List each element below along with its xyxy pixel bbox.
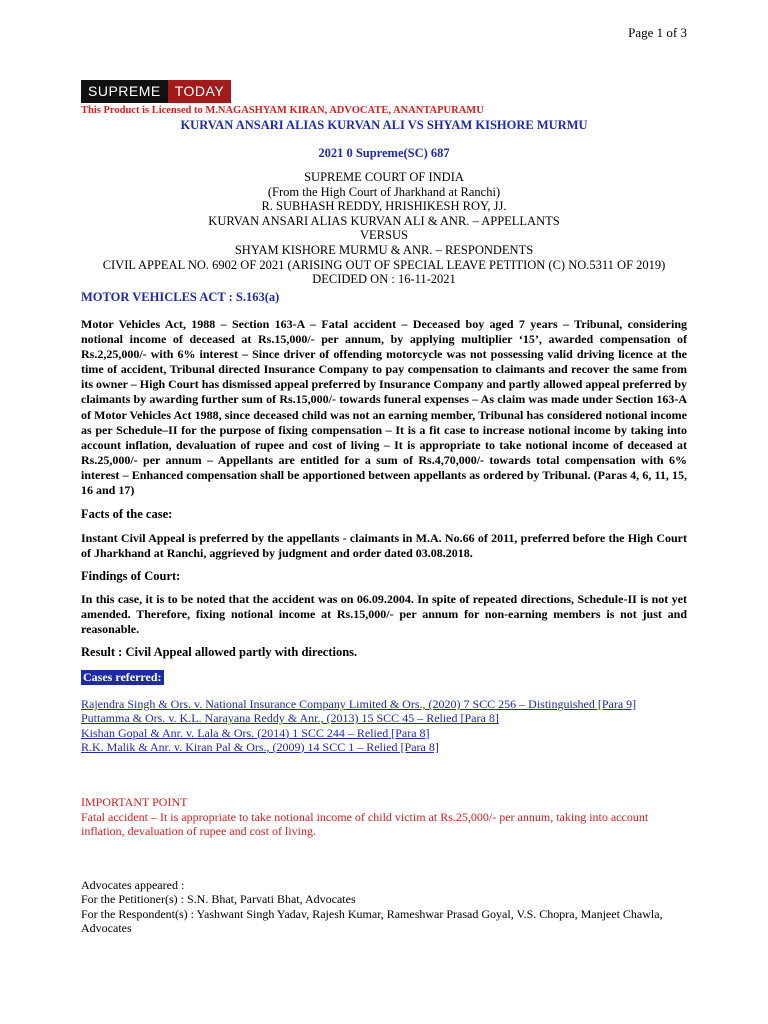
important-text: Fatal accident – It is appropriate to take notional income of child victim at Rs.25,000/- per annum, taking into account inflation, devaluation of rupee and cost of living. bbox=[81, 809, 649, 839]
respondent-advocates: For the Respondent(s) : Yashwant Singh Yadav, Rajesh Kumar, Rameshwar Prasad Goyal, V.S. Chopra, Manjeet Chawla, Advocates bbox=[81, 906, 663, 935]
logo-part-today: TODAY bbox=[168, 80, 231, 103]
versus: VERSUS bbox=[360, 228, 408, 243]
findings-text: In this case, it is to be noted that the accident was on 06.09.2004. In spite of repeated directions, Schedule-II is not yet amended. Therefore, fixing notional income at Rs.15,000/- per annum for non-earning members is not just and reasonable. bbox=[81, 592, 687, 637]
appellants: KURVAN ANSARI ALIAS KURVAN ALI & ANR. – APPELLANTS bbox=[208, 213, 560, 228]
important-label: IMPORTANT POINT bbox=[81, 795, 188, 809]
result: Result : Civil Appeal allowed partly with directions. bbox=[81, 645, 358, 659]
case-link[interactable]: R.K. Malik & Anr. v. Kiran Pal & Ors., (2009) 14 SCC 1 – Relied [Para 8] bbox=[81, 739, 439, 754]
court-name: SUPREME COURT OF INDIA bbox=[304, 170, 464, 184]
appeal-number: CIVIL APPEAL NO. 6902 OF 2021 (ARISING OUT OF SPECIAL LEAVE PETITION (C) NO.5311 OF 2019) bbox=[102, 257, 666, 272]
page-number: Page 1 of 3 bbox=[628, 25, 687, 40]
respondents: SHYAM KISHORE MURMU & ANR. – RESPONDENTS bbox=[234, 242, 534, 257]
petitioner-advocates: For the Petitioner(s) : S.N. Bhat, Parvati Bhat, Advocates bbox=[81, 892, 356, 907]
section-heading: MOTOR VEHICLES ACT : S.163(a) bbox=[81, 290, 280, 304]
license-notice: This Product is Licensed to M.NAGASHYAM KIRAN, ADVOCATE, ANANTAPURAMU bbox=[81, 105, 484, 116]
court-details bbox=[0, 170, 768, 287]
logo-part-supreme: SUPREME bbox=[81, 80, 168, 103]
case-title: KURVAN ANSARI ALIAS KURVAN ALI VS SHYAM KISHORE MURMU bbox=[180, 118, 588, 132]
headnote: Motor Vehicles Act, 1988 – Section 163-A – Fatal accident – Deceased boy aged 7 years – Tribunal, considering notional income of deceased at Rs.15,000/- per annum, by applying multiplier ‘15’, awarded compensation of Rs.2,25,000/- with 6% interest – Since driver of offending motorcycle was not possessing valid driving licence at the time of accident, Tribunal directed Insurance Company to pay compensation to claimants and recover the same from its owner – High Court has dismissed appeal preferred by Insurance Company and partly allowed appeal preferred by claimants by awarding further sum of Rs.15,000/- towards funeral expenses – As claim was made under Section 163-A of Motor Vehicles Act 1988, since deceased child was not an earning member, Tribunal has considered notional income as per Schedule–II for the purpose of fixing compensation – It is a fit case to increase notional income by taking into account inflation, devaluation of rupee and cost of living – It is appropriate to take notional income of deceased at Rs.25,000/- per annum – Appellants are entitled for a sum of Rs.4,70,000/- towards total compensation with 6% interest – Enhanced compensation shall be apportioned between appellants as ordered by Tribunal. (Paras 4, 6, 11, 15, 16 and 17) bbox=[81, 317, 687, 498]
cases-referred-label: Cases referred: bbox=[83, 670, 162, 684]
supreme-today-logo bbox=[81, 80, 231, 103]
findings-label: Findings of Court: bbox=[81, 569, 181, 583]
facts-text: Instant Civil Appeal is preferred by the appellants - claimants in M.A. No.66 of 2011, preferred before the High Court of Jharkhand at Ranchi, aggrieved by judgment and order dated 03.08.2018. bbox=[81, 531, 687, 561]
case-link[interactable]: Kishan Gopal & Anr. v. Lala & Ors. (2014) 1 SCC 244 – Relied [Para 8] bbox=[81, 725, 430, 740]
cases-list bbox=[81, 697, 687, 754]
judges: R. SUBHASH REDDY, HRISHIKESH ROY, JJ. bbox=[261, 199, 507, 214]
advocates-heading: Advocates appeared : bbox=[81, 878, 185, 892]
important-point bbox=[81, 795, 687, 839]
facts-label: Facts of the case: bbox=[81, 507, 173, 521]
decided-on: DECIDED ON : 16-11-2021 bbox=[312, 272, 456, 287]
advocates-section bbox=[81, 878, 687, 935]
case-link[interactable]: Rajendra Singh & Ors. v. National Insurance Company Limited & Ors., (2020) 7 SCC 256 – Distinguished [Para 9] bbox=[81, 697, 637, 711]
case-link[interactable]: Puttamma & Ors. v. K.L. Narayana Reddy & Anr., (2013) 15 SCC 45 – Relied [Para 8] bbox=[81, 711, 499, 726]
court-origin: (From the High Court of Jharkhand at Ranchi) bbox=[267, 184, 501, 199]
citation: 2021 0 Supreme(SC) 687 bbox=[318, 146, 450, 160]
